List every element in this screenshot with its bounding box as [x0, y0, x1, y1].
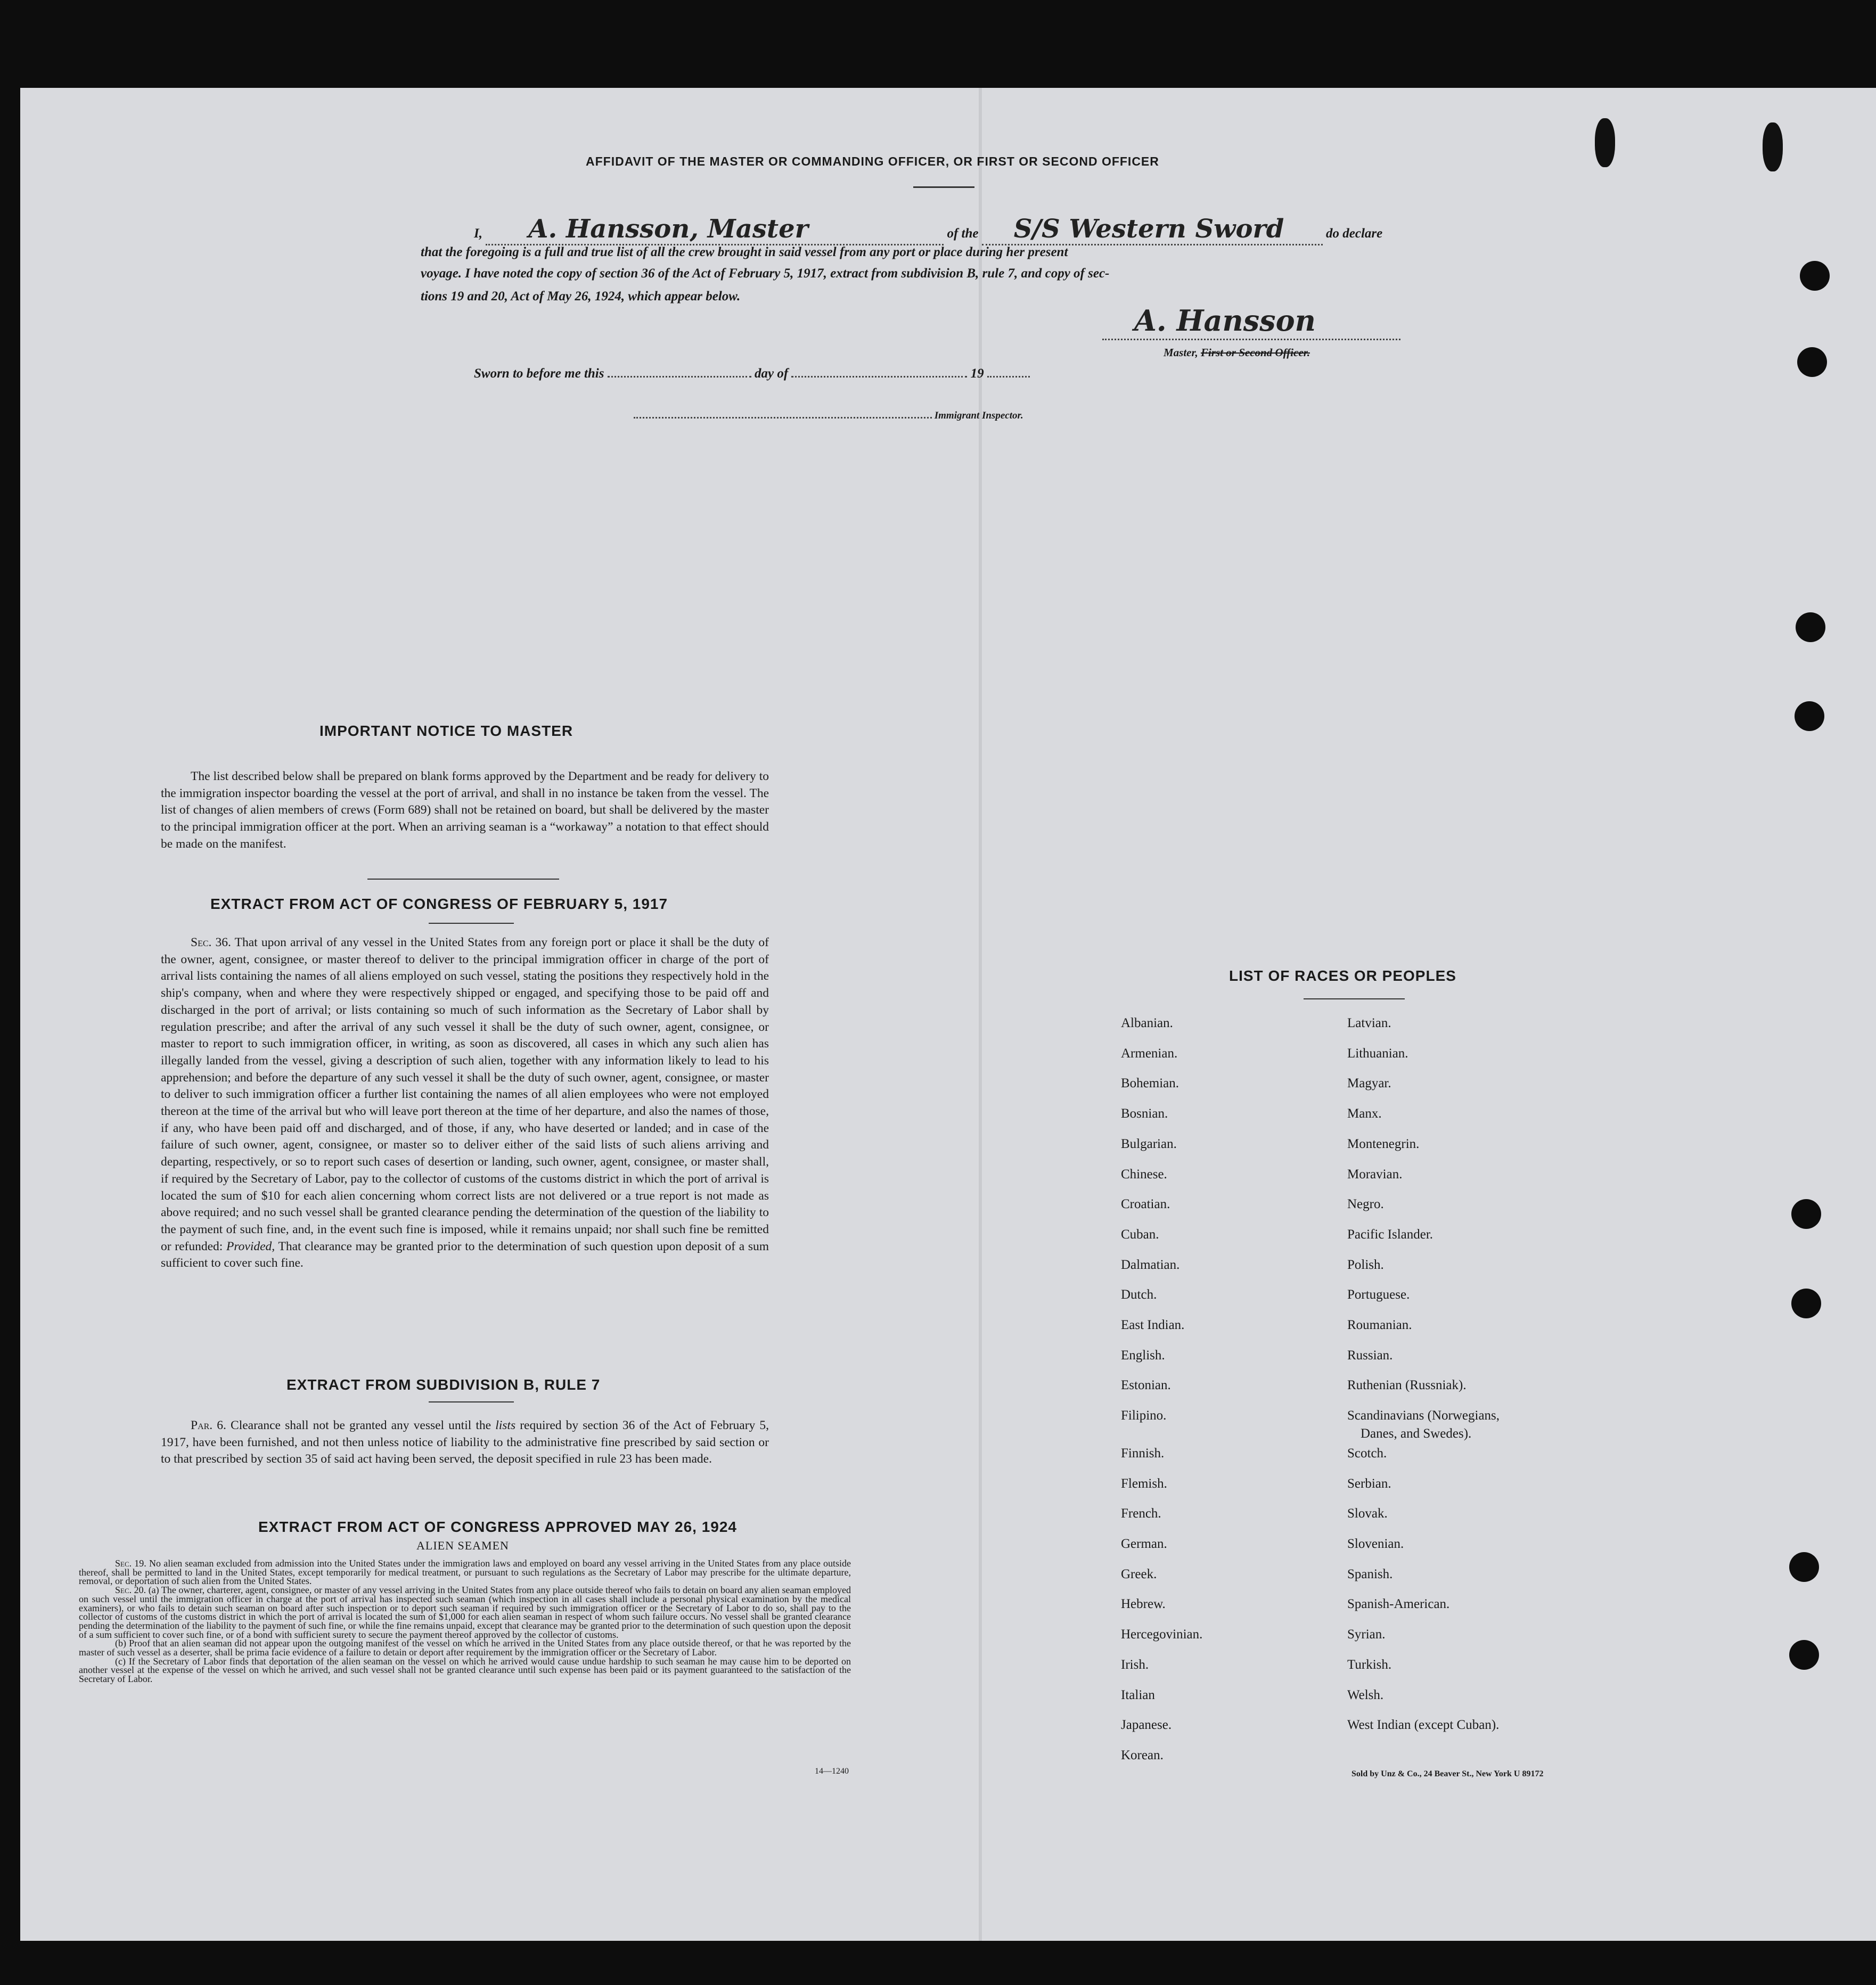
- sec-36-label: Sec. 36.: [191, 936, 231, 949]
- punch-hole: [1797, 347, 1827, 377]
- extract-rule7-title: EXTRACT FROM SUBDIVISION B, RULE 7: [286, 1376, 601, 1393]
- divider: [367, 879, 559, 880]
- par-6-label: Par. 6.: [191, 1418, 226, 1432]
- races-title: LIST OF RACES OR PEOPLES: [1229, 967, 1456, 984]
- race-item: Greek.: [1121, 1566, 1157, 1581]
- race-item: Italian: [1121, 1687, 1155, 1702]
- signature-line: [1102, 339, 1400, 340]
- punch-hole: [1800, 261, 1830, 291]
- master-caption: Master,: [1164, 346, 1198, 359]
- divider: [429, 923, 514, 924]
- alien-seamen-subtitle: ALIEN SEAMEN: [416, 1539, 509, 1552]
- race-item: Dutch.: [1121, 1287, 1157, 1302]
- sworn-label: Sworn to before me this: [474, 366, 604, 381]
- race-item: West Indian (except Cuban).: [1347, 1718, 1500, 1733]
- sec-20c-paragraph: (c) If the Secretary of Labor finds that deportation of the alien seaman on the vessel on which he arrived would cause undue hardship to such seaman he may cause him to be deported on another vessel at the expense of the vessel on which he arrived, and such vessel shall not be granted clearance until such expense has been paid or its payment guaranteed to the satisfaction of the Secretary of Labor.: [79, 1655, 851, 1685]
- sec-19-paragraph: [79, 1559, 851, 1586]
- punch-hole: [1791, 1289, 1821, 1318]
- inspector-caption: Immigrant Inspector.: [934, 410, 1023, 421]
- race-item: Irish.: [1121, 1657, 1149, 1672]
- vessel-name-handwritten: S/S Western Sword: [1013, 214, 1284, 244]
- race-item: Korean.: [1121, 1748, 1164, 1762]
- i-label: I,: [474, 226, 482, 241]
- notice-title: IMPORTANT NOTICE TO MASTER: [320, 723, 574, 739]
- race-item: Spanish.: [1347, 1566, 1393, 1581]
- sworn-line: [474, 366, 1030, 381]
- race-item: Estonian.: [1121, 1378, 1171, 1393]
- printer-footer: Sold by Unz & Co., 24 Beaver St., New York U 89172: [1351, 1769, 1544, 1778]
- sec-36-text: That upon arrival of any vessel in the United States from any foreign port or place it shall be the duty of the owner, agent, consignee, or master thereof to deliver to the principal immigration officer in charge of the port of arrival lists containing the names of all aliens employed on such vessel, stating the positions they respectively hold in the ship's company, when and where they were respectively shipped or engaged, and specifying those to be paid off and discharged in the port of arrival; or lists containing so much of such information as the Secretary of Labor shall by regulation prescribe; and after the arrival of any such vessel it shall be the duty of such owner, agent, consignee, or master to report to such immigration officer, in writing, as soon as discovered, all cases in which any such alien has illegally landed from the vessel, giving a description of such alien, together with any information likely to lead to his apprehension; and before the departure of any such vessel it shall be the duty of such owner, agent, consignee, or master to deliver to such immigration officer a further list containing the names of all alien employees who were not employed thereon at the time of the arrival but who will leave port thereon at the time of her departure, and also the names of those, if any, who have been paid off and discharged, and of those, if any, who have deserted or landed; and in case of the failure of such owner, agent, consignee, or master so to deliver either of the said lists of such aliens arriving and departing, respectively, or so to report such cases of desertion or landing, such owner, agent, consignee, or master shall, if required by the Secretary of Labor, pay to the collector of customs of the customs district in which the port of arrival is located the sum of $10 for each alien concerning whom correct lists are not delivered or a true report is not made as above required; and no such vessel shall be granted clearance pending the determination of the question of the liability to the payment of such fine, and, in the event such fine is imposed, while it remains unpaid; nor shall such fine be remitted or refunded:: [161, 936, 769, 1253]
- punch-hole: [1795, 701, 1824, 731]
- race-item: Spanish-American.: [1347, 1597, 1450, 1612]
- race-item: Ruthenian (Russniak).: [1347, 1378, 1467, 1393]
- struck-caption: First or Second Officer.: [1201, 346, 1310, 359]
- race-item: Albanian.: [1121, 1016, 1173, 1030]
- form-number: 14—1240: [815, 1767, 849, 1776]
- punch-hole: [1789, 1640, 1819, 1670]
- race-item: Serbian.: [1347, 1476, 1391, 1491]
- race-item: Russian.: [1347, 1348, 1393, 1363]
- race-item: Hercegovinian.: [1121, 1627, 1203, 1642]
- race-item: English.: [1121, 1348, 1165, 1363]
- race-item: Scotch.: [1347, 1446, 1387, 1461]
- par-6-text-end: required by section 36 of the Act of February 5, 1917, have been furnished, and not then unless notice of liability to the administrative fine prescribed by said section or to that prescribed by section 35 of said act having been served, the deposit specified in rule 23 has been made.: [161, 1418, 769, 1466]
- sworn-day-field: [608, 376, 751, 378]
- affidavit-line-2: that the foregoing is a full and true list of all the crew brought in said vessel from any port or place during her present: [421, 245, 1068, 259]
- punch-mark-2: [1763, 122, 1783, 171]
- race-item: Latvian.: [1347, 1016, 1391, 1030]
- vessel-name-field: [982, 214, 1323, 245]
- extract-rule7-body: [161, 1417, 769, 1468]
- race-item: Scandinavians (Norwegians,: [1347, 1408, 1500, 1423]
- day-of-label: day of: [754, 366, 789, 381]
- race-item: Bohemian.: [1121, 1076, 1179, 1091]
- race-item: Cuban.: [1121, 1227, 1159, 1242]
- inspector-signature-field: [634, 417, 932, 419]
- race-item: Hebrew.: [1121, 1597, 1166, 1612]
- race-item: Japanese.: [1121, 1718, 1172, 1733]
- affidavit-line-3: voyage. I have noted the copy of section 36 of the Act of February 5, 1917, extract from subdivision B, rule 7, and copy of sec-: [421, 266, 1110, 281]
- sworn-year-field: [987, 376, 1030, 378]
- race-item: French.: [1121, 1506, 1161, 1521]
- race-item: Moravian.: [1347, 1167, 1403, 1182]
- race-item: Bosnian.: [1121, 1106, 1168, 1121]
- sworn-month-field: [791, 376, 967, 378]
- punch-hole: [1789, 1552, 1819, 1582]
- race-item: East Indian.: [1121, 1318, 1185, 1332]
- signature-caption: [1164, 346, 1310, 359]
- race-item: Montenegrin.: [1347, 1136, 1420, 1151]
- race-item: Syrian.: [1347, 1627, 1386, 1642]
- sec-19-text: No alien seaman excluded from admission into the United States under the immigration laws and employed on board any vessel arriving in the United States from any place outside thereof, shall be permitted to land in the United States, except temporarily for medical treatment, or pursuant to such regulations as the Secretary of Labor may prescribe for the ultimate departure, removal, or deportation of such alien from the United States.: [79, 1558, 851, 1587]
- punch-mark-1: [1595, 118, 1615, 167]
- race-item: Chinese.: [1121, 1167, 1167, 1182]
- sec-19-label: Sec. 19.: [115, 1558, 146, 1569]
- race-item: Dalmatian.: [1121, 1257, 1180, 1272]
- fold-crease: [979, 88, 982, 1941]
- par-6-text: Clearance shall not be granted any vessel until the: [231, 1418, 491, 1432]
- divider: [1304, 998, 1405, 999]
- race-item: German.: [1121, 1537, 1167, 1552]
- race-item: Roumanian.: [1347, 1318, 1412, 1332]
- punch-hole: [1796, 612, 1825, 642]
- race-item: Finnish.: [1121, 1446, 1165, 1461]
- master-signature: A. Hansson: [1134, 304, 1316, 338]
- header-rule: [913, 186, 974, 188]
- lists-word: lists: [495, 1418, 516, 1432]
- year-prefix: 19: [970, 366, 984, 381]
- race-item: Croatian.: [1121, 1197, 1170, 1212]
- sec-20-label: Sec. 20.: [115, 1585, 146, 1596]
- race-item: Danes, and Swedes).: [1361, 1426, 1472, 1441]
- sec-20a-text: (a) The owner, charterer, agent, consignee, or master of any vessel arriving in the United States from any place outside thereof who fails to detain on board any alien seaman employed on such vessel until the immigration officer in charge at the port of arrival has inspected such seaman (which inspection in all cases shall include a personal physical examination by the medical examiners), or who fails to detain such seaman on board after such inspection or to deport such seaman if required by such immigration officer or the Secretary of Labor to do so, shall pay to the collector of customs of the customs district in which the port of arrival is located the sum of $1,000 for each alien seaman in respect of whom such failure occurs. No vessel shall be granted clearance pending the determination of the liability to the payment of such fine, or while the fine remains unpaid, except that clearance may be granted prior to the determination of such question upon the deposit of a sum sufficient to cover such fine, or of a bond with sufficient surety to secure the payment thereof approved by the collector of customs.: [79, 1585, 851, 1640]
- extract-1924-body: [79, 1559, 851, 1684]
- race-item: Welsh.: [1347, 1687, 1384, 1702]
- extract-1917-body: [161, 934, 769, 1272]
- notice-body: The list described below shall be prepared on blank forms approved by the Department and be ready for delivery to the immigration inspector boarding the vessel at the port of arrival, and shall in no instance be taken from the vessel. The list of changes of alien members of crews (Form 689) shall not be retained on board, but shall be delivered by the master to the principal immigration officer at the port. When an arriving seaman is a “workaway” a notation to that effect should be made on the manifest.: [161, 769, 769, 851]
- do-declare-label: do declare: [1326, 226, 1383, 241]
- race-item: Turkish.: [1347, 1657, 1392, 1672]
- race-item: Slovak.: [1347, 1506, 1388, 1521]
- affidavit-header: AFFIDAVIT OF THE MASTER OR COMMANDING OFFICER, OR FIRST OR SECOND OFFICER: [586, 154, 1159, 168]
- provided-word: Provided,: [226, 1239, 275, 1253]
- affidavit-line-1: [474, 214, 1432, 245]
- sec-20b-paragraph: (b) Proof that an alien seaman did not appear upon the outgoing manifest of the vessel on which he arrived in the United States from any place outside thereof, or that he was reported by the master of such vessel as a deserter, shall be prima facie evidence of a failure to detain or deport after requirement by the immigration officer or the Secretary of Labor.: [79, 1638, 851, 1658]
- master-name-handwritten: A. Hansson, Master: [528, 214, 808, 244]
- race-item: Magyar.: [1347, 1076, 1391, 1091]
- sec-36-text-end: That clearance may be granted prior to the determination of such question upon deposit of a sum sufficient to cover such fine.: [161, 1239, 769, 1270]
- race-item: Manx.: [1347, 1106, 1382, 1121]
- race-item: Lithuanian.: [1347, 1046, 1408, 1061]
- sec-20a-paragraph: [79, 1586, 851, 1639]
- extract-1917-title: EXTRACT FROM ACT OF CONGRESS OF FEBRUARY 5, 1917: [210, 896, 668, 912]
- race-item: Polish.: [1347, 1257, 1384, 1272]
- race-item: Pacific Islander.: [1347, 1227, 1433, 1242]
- race-item: Portuguese.: [1347, 1287, 1410, 1302]
- affidavit-line-4: tions 19 and 20, Act of May 26, 1924, which appear below.: [421, 289, 741, 304]
- of-the-label: of the: [947, 226, 979, 241]
- extract-1924-title: EXTRACT FROM ACT OF CONGRESS APPROVED MAY 26, 1924: [258, 1519, 737, 1535]
- race-item: Flemish.: [1121, 1476, 1167, 1491]
- race-item: Filipino.: [1121, 1408, 1167, 1423]
- race-item: Armenian.: [1121, 1046, 1178, 1061]
- divider: [429, 1401, 514, 1402]
- punch-hole: [1791, 1199, 1821, 1229]
- race-item: Bulgarian.: [1121, 1136, 1177, 1151]
- inspector-line: [634, 410, 1023, 422]
- race-item: Negro.: [1347, 1197, 1384, 1212]
- master-name-field: [486, 214, 944, 245]
- race-item: Slovenian.: [1347, 1537, 1404, 1552]
